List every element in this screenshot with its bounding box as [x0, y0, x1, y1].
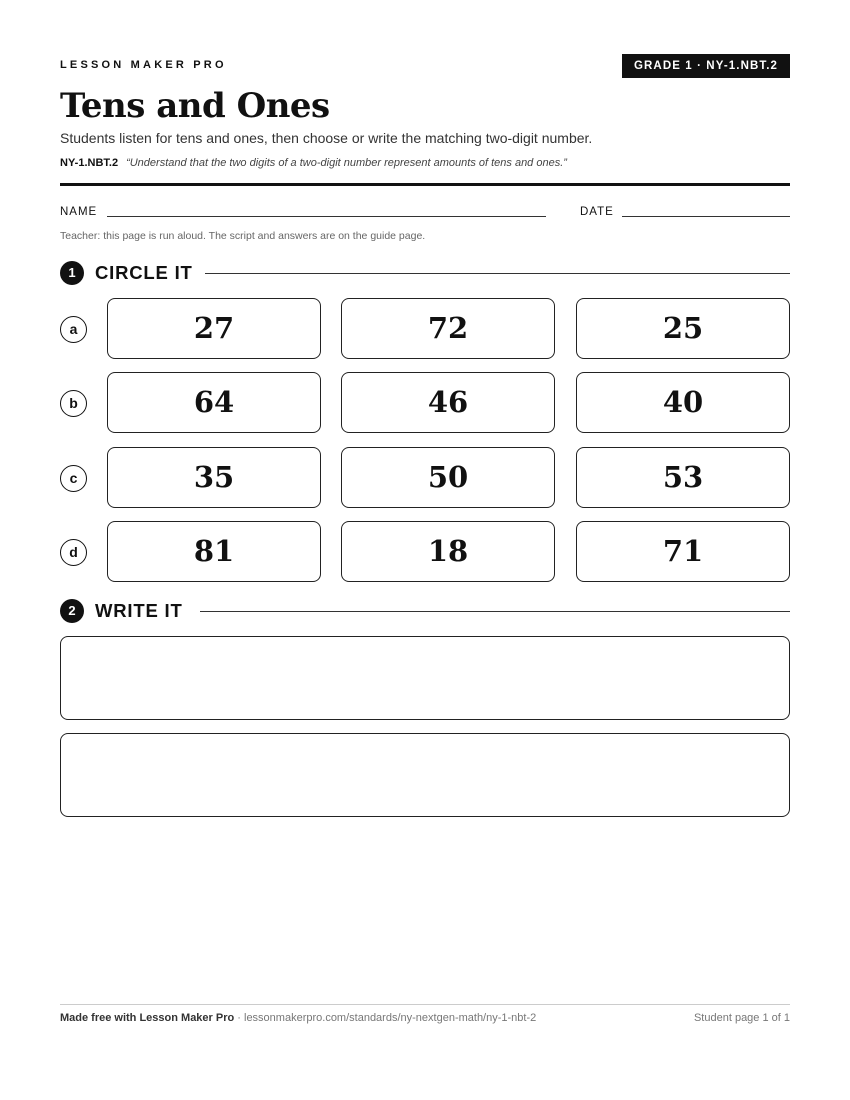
circle-row-d	[60, 521, 790, 583]
choice-box[interactable]: 64	[107, 372, 321, 433]
row-letter: a	[60, 316, 87, 343]
footer-made-with: Made free with Lesson Maker Pro	[60, 1012, 235, 1024]
choice-box[interactable]: 25	[576, 298, 790, 359]
write-answer-box[interactable]	[60, 733, 790, 817]
row-letter: c	[60, 465, 87, 492]
date-label: DATE	[580, 206, 614, 218]
standard-line	[60, 157, 567, 169]
choice-box[interactable]: 18	[341, 521, 555, 582]
footer-separator: ·	[234, 1012, 244, 1024]
footer-credit	[60, 1012, 536, 1024]
choice-box[interactable]: 53	[576, 447, 790, 508]
grade-badge: GRADE 1 · NY-1.NBT.2	[622, 54, 790, 78]
choice-box[interactable]: 35	[107, 447, 321, 508]
row-letter: d	[60, 539, 87, 566]
choice-box[interactable]: 40	[576, 372, 790, 433]
choice-box[interactable]: 81	[107, 521, 321, 582]
circle-row-b	[60, 372, 790, 434]
name-label: NAME	[60, 206, 98, 218]
section-title: CIRCLE IT	[95, 262, 193, 283]
header-divider	[60, 183, 790, 186]
choice-box[interactable]: 27	[107, 298, 321, 359]
circle-row-c	[60, 447, 790, 509]
standard-code: NY-1.NBT.2	[60, 157, 119, 169]
circle-row-a	[60, 298, 790, 360]
choice-box[interactable]: 71	[576, 521, 790, 582]
choice-box[interactable]: 46	[341, 372, 555, 433]
row-letter: b	[60, 390, 87, 417]
choice-box[interactable]: 50	[341, 447, 555, 508]
section-divider	[200, 611, 790, 612]
date-field[interactable]	[622, 216, 790, 217]
footer-url[interactable]: lessonmakerpro.com/standards/ny-nextgen-math/ny-1-nbt-2	[244, 1012, 537, 1024]
write-answer-box[interactable]	[60, 636, 790, 720]
teacher-note: Teacher: this page is run aloud. The script and answers are on the guide page.	[60, 230, 426, 242]
page-title: Tens and Ones	[60, 86, 330, 126]
choice-box[interactable]: 72	[341, 298, 555, 359]
footer-divider	[60, 1004, 790, 1005]
section-write-it	[60, 598, 790, 624]
brand-name: LESSON MAKER PRO	[60, 59, 227, 71]
section-circle-it	[60, 260, 790, 286]
footer-page-number: Student page 1 of 1	[693, 1012, 790, 1024]
section-number: 2	[60, 599, 84, 623]
page-subtitle: Students listen for tens and ones, then choose or write the matching two-digit number.	[60, 130, 593, 146]
standard-text: “Understand that the two digits of a two-digit number represent amounts of tens and ones.”	[126, 157, 567, 169]
name-field[interactable]	[107, 216, 546, 217]
section-divider	[205, 273, 790, 274]
section-number: 1	[60, 261, 84, 285]
section-title: WRITE IT	[95, 600, 183, 621]
